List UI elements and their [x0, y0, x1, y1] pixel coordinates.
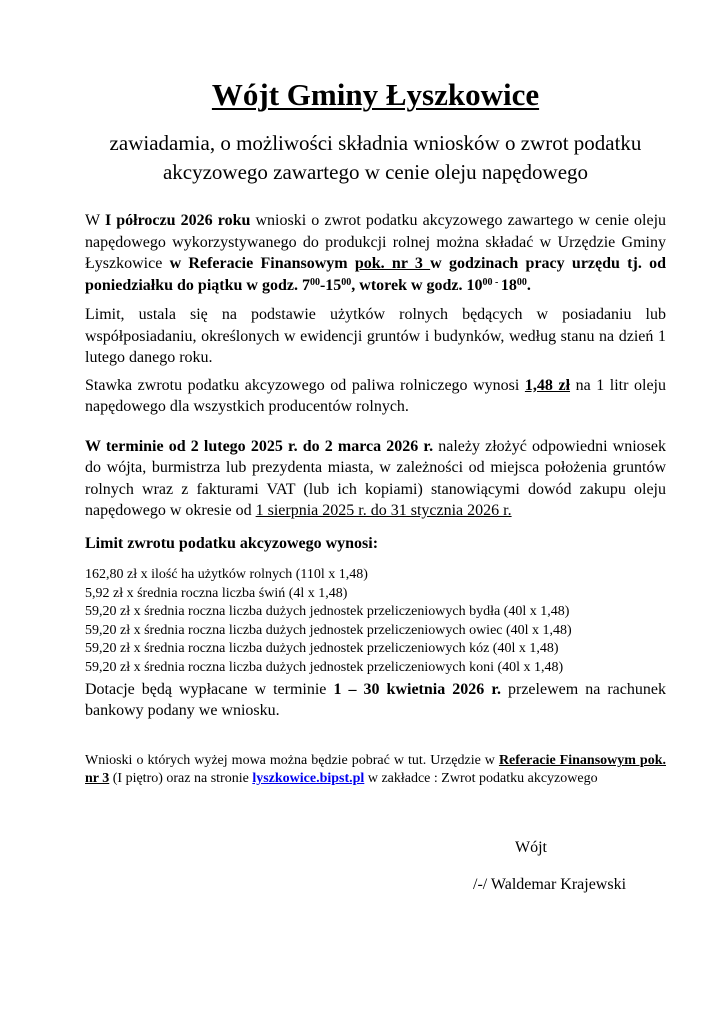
website-link[interactable]: lyszkowice.bipst.pl: [252, 771, 365, 787]
paragraph-payment-info: [85, 679, 666, 722]
paragraph-submission-info: [85, 210, 666, 298]
limit-item-pigs: 5,92 zł x średnia roczna liczba świń (4l x 1,48): [85, 585, 348, 601]
paragraph-deadline: [85, 436, 666, 522]
text-segment: W: [85, 212, 105, 230]
text-segment: w godzinach pracy urzędu tj. od poniedziałku do piątku w godz. 7: [85, 255, 666, 294]
text-segment: 00 -: [482, 276, 501, 288]
text-segment: należy złożyć odpowiedni wniosek do wójta, burmistrza lub prezydenta miasta, w zależności od miejsca położenia gruntów rolnych wraz z fakturami VAT (lub ich kopiami) stanowiącymi dowód zakupu oleju napędowego w okresie od: [85, 437, 667, 520]
signature-role: Wójt: [515, 838, 547, 856]
limits-heading: Limit zwrotu podatku akcyzowego wynosi:: [85, 534, 379, 552]
paragraph-limit-basis: [85, 304, 666, 369]
limits-list: [85, 566, 666, 678]
paragraph-refund-rate: [85, 375, 666, 418]
signature-name: /-/ Waldemar Krajewski: [473, 875, 627, 893]
text-segment: Referacie Finansowym pok. nr 3: [85, 752, 666, 787]
text-segment: 00: [309, 276, 320, 288]
limit-item-sheep: 59,20 zł x średnia roczna liczba dużych jednostek przeliczeniowych owiec (40l x 1,48): [85, 622, 572, 638]
text-segment: na 1 litr oleju napędowego dla wszystkich producentów rolnych.: [85, 376, 667, 416]
text-segment: 00: [516, 276, 527, 288]
page-title: Wójt Gminy Łyszkowice: [211, 77, 540, 112]
text-segment: I półroczu 2026 roku: [104, 212, 251, 230]
text-segment: 1,48 zł: [524, 376, 571, 394]
text-segment: wnioski o zwrot podatku akcyzowego zawartego w cenie oleju napędowego wykorzystywanego do produkcji rolnej można składać w Urzędzie Gminy Łyszkowice: [85, 212, 667, 273]
text-segment: -15: [319, 276, 342, 294]
text-segment: W terminie od 2 lutego 2025 r. do 2 marca 2026 r.: [85, 437, 434, 455]
text-segment: Wnioski o których wyżej mowa można będzie pobrać w tut. Urzędzie w: [85, 752, 499, 768]
text-segment: 1 – 30 kwietnia 2026 r.: [333, 680, 501, 698]
paragraph-download-info: [85, 752, 666, 789]
text-segment: pok. nr 3: [354, 255, 431, 273]
text-segment: w Referacie Finansowym: [169, 255, 355, 273]
limit-item-horses: 59,20 zł x średnia roczna liczba dużych jednostek przeliczeniowych koni (40l x 1,48): [85, 660, 564, 676]
limit-item-goats: 59,20 zł x średnia roczna liczba dużych jednostek przeliczeniowych kóz (40l x 1,48): [85, 641, 559, 657]
page-subtitle: zawiadamia, o możliwości składnia wniosków o zwrot podatku akcyzowego zawartego w cenie oleju napędowego: [109, 131, 642, 185]
text-segment: przelewem na rachunek bankowy podany we wniosku.: [85, 680, 666, 720]
text-segment: Stawka zwrotu podatku akcyzowego od paliwa rolniczego wynosi: [85, 376, 525, 394]
text-segment: Limit, ustala się na podstawie użytków rolnych będących w posiadaniu lub współposiadaniu, określonych w ewidencji gruntów i budynków, według stanu na dzień 1 lutego danego roku.: [85, 306, 666, 367]
text-segment: (I piętro) oraz na stronie: [109, 771, 253, 787]
text-segment: 1 sierpnia 2025 r. do 31 stycznia 2026 r.: [255, 502, 512, 520]
signature-block: [85, 837, 666, 895]
text-segment: 18: [500, 276, 517, 294]
limit-item-cattle: 59,20 zł x średnia roczna liczba dużych jednostek przeliczeniowych bydła (40l x 1,48): [85, 604, 570, 620]
text-segment: 00: [341, 276, 352, 288]
text-segment: .: [526, 276, 531, 294]
text-segment: w zakładce : Zwrot podatku akcyzowego: [364, 771, 598, 787]
text-segment: , wtorek w godz. 10: [351, 276, 483, 294]
limit-item-farmland: 162,80 zł x ilość ha użytków rolnych (110l x 1,48): [85, 567, 368, 583]
text-segment: Dotacje będą wypłacane w terminie: [85, 680, 334, 698]
